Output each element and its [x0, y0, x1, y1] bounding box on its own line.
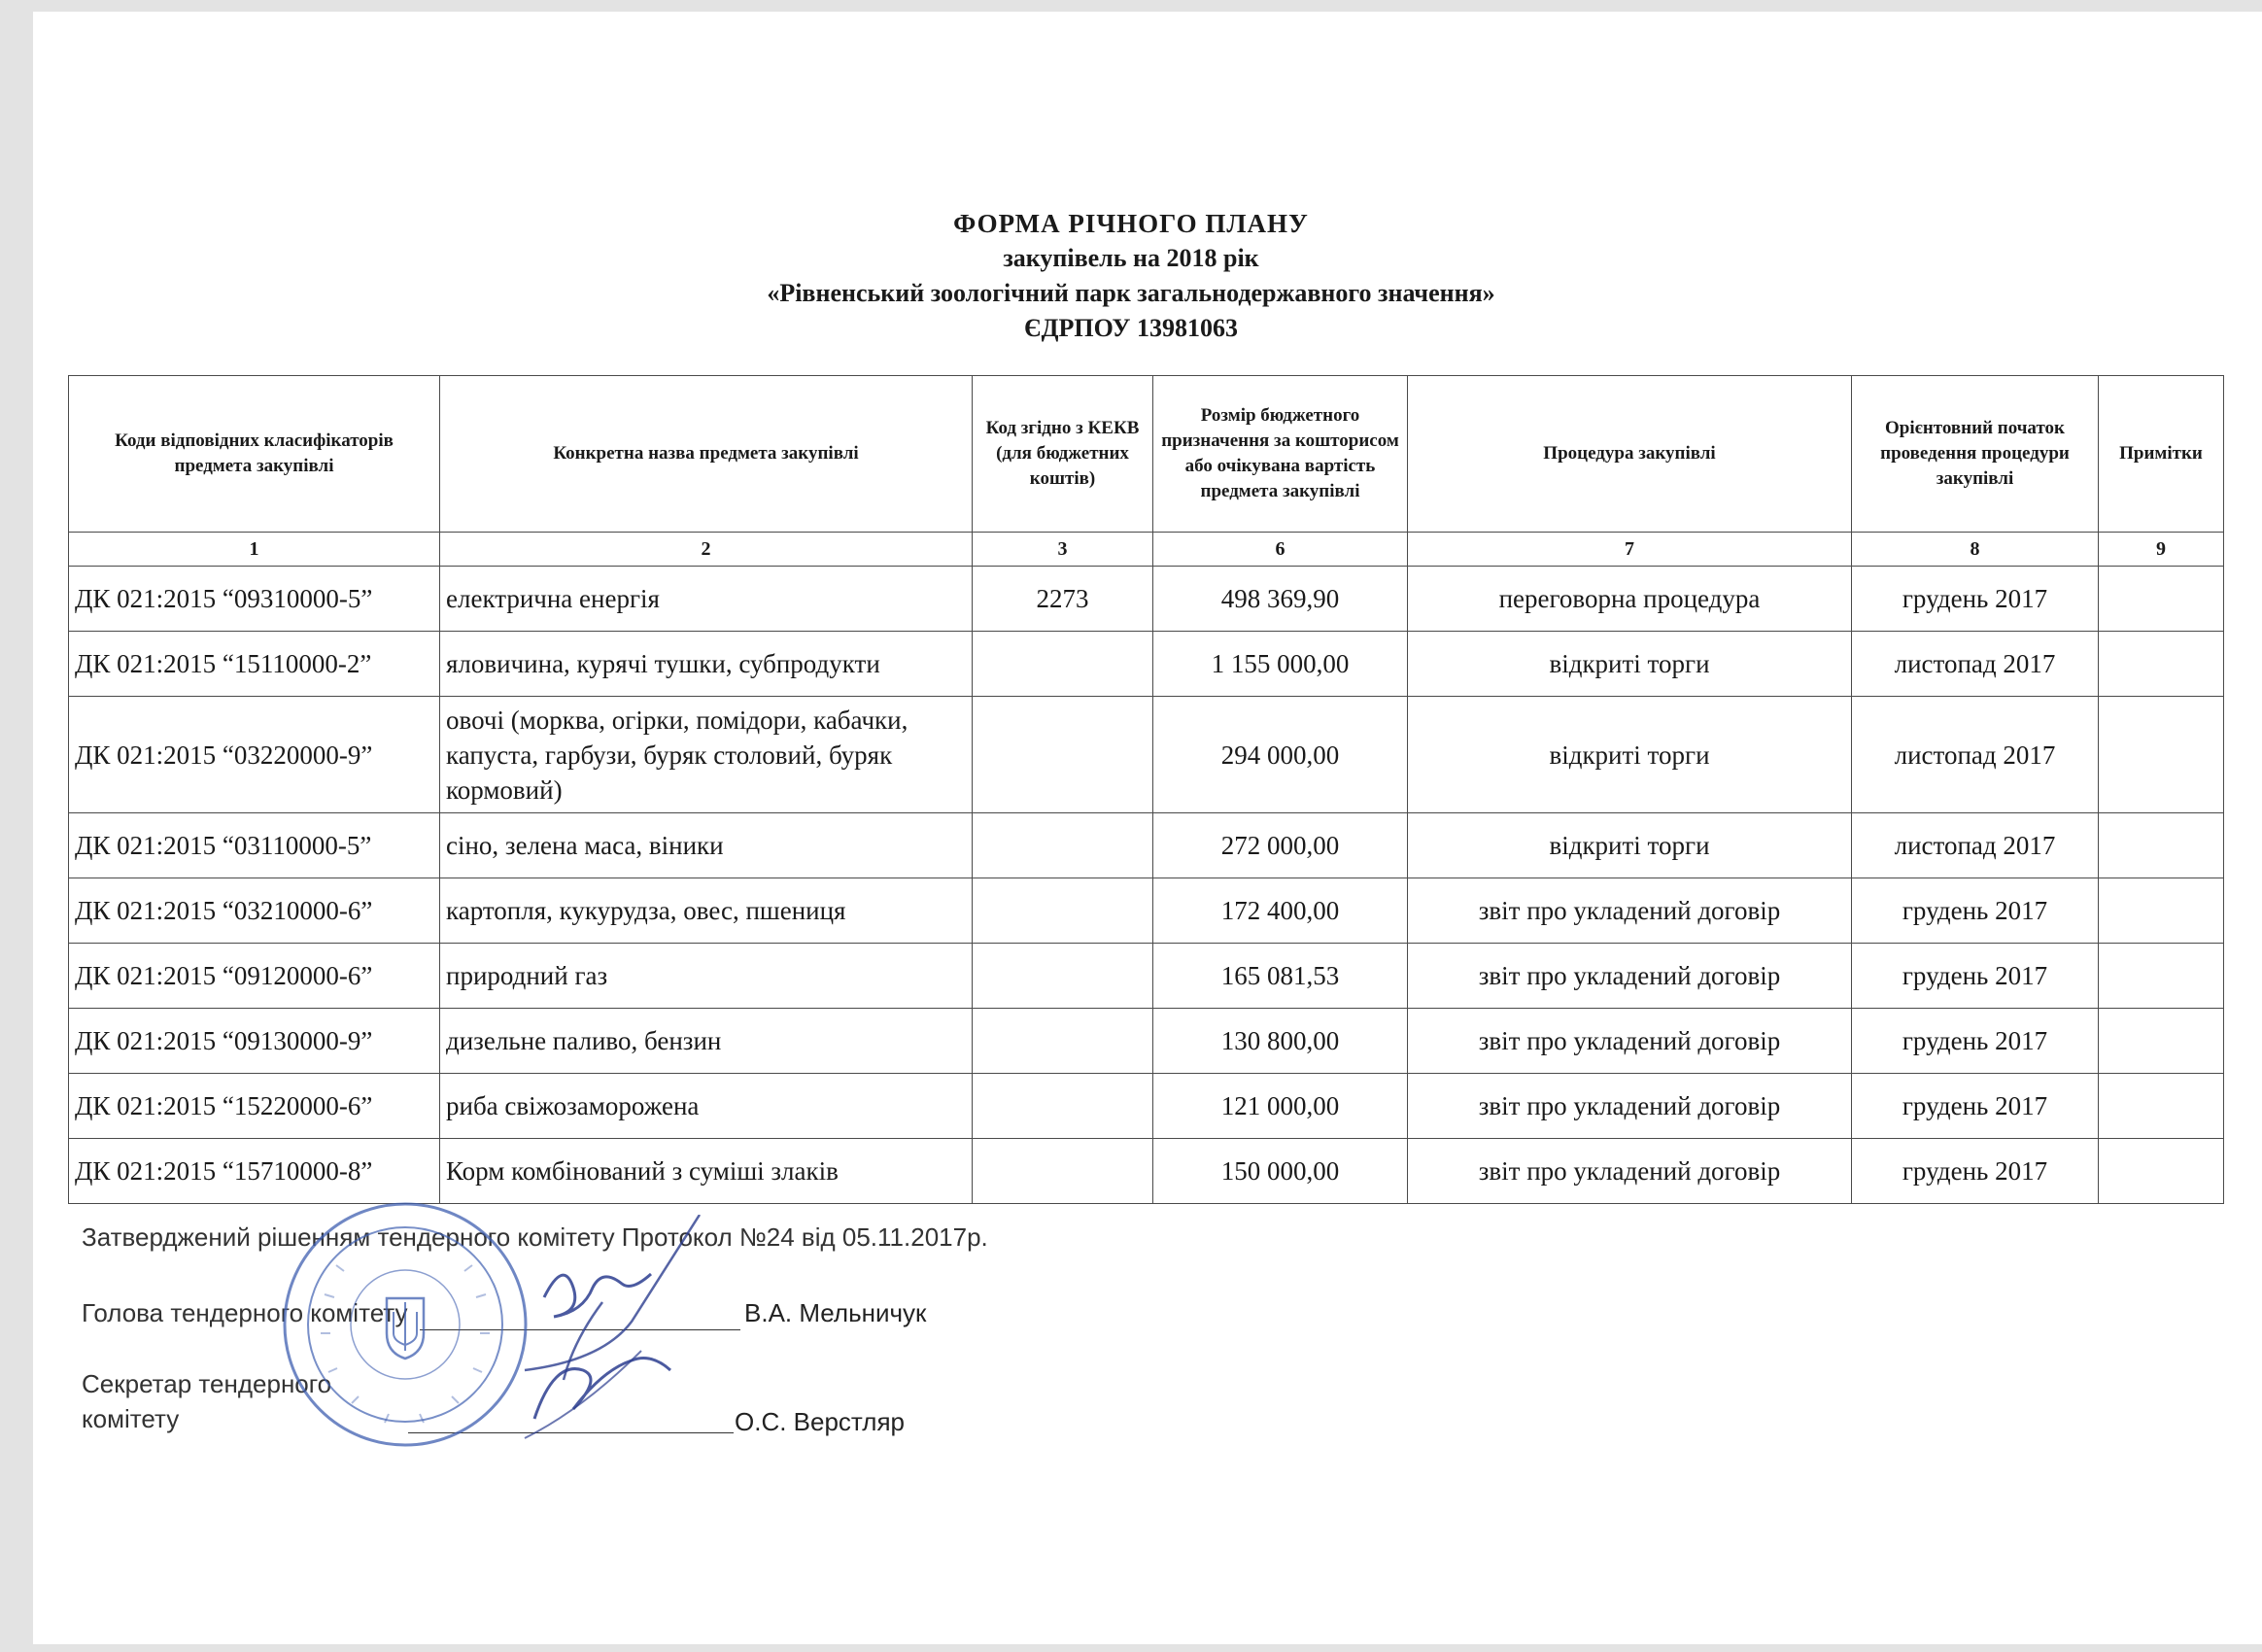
- item-name: дизельне паливо, бензин: [440, 1009, 973, 1074]
- document-title: ФОРМА РІЧНОГО ПЛАНУ: [953, 209, 1309, 238]
- item-name: Корм комбінований з суміші злаків: [440, 1139, 973, 1204]
- item-amount: 150 000,00: [1153, 1139, 1408, 1204]
- item-amount: 294 000,00: [1153, 697, 1408, 813]
- item-procedure: відкриті торги: [1408, 813, 1852, 878]
- column-header-name: Конкретна назва предмета закупівлі: [440, 376, 973, 533]
- item-kekv: [973, 1074, 1153, 1139]
- item-name: картопля, кукурудза, овес, пшениця: [440, 878, 973, 944]
- item-notes: [2099, 697, 2224, 813]
- item-start: грудень 2017: [1852, 1139, 2099, 1204]
- column-number: 3: [973, 533, 1153, 567]
- item-notes: [2099, 813, 2224, 878]
- column-number-row: [69, 533, 2224, 567]
- item-amount: 130 800,00: [1153, 1009, 1408, 1074]
- table-row: [69, 632, 2224, 697]
- item-name: електрична енергія: [440, 567, 973, 632]
- approval-note: Затверджений рішенням тендерного комітету Протокол №24 від 05.11.2017р.: [82, 1222, 988, 1252]
- item-name: яловичина, курячі тушки, субпродукти: [440, 632, 973, 697]
- head-label: Голова тендерного комітету: [82, 1298, 408, 1327]
- item-start: листопад 2017: [1852, 813, 2099, 878]
- table-header-row: [69, 376, 2224, 533]
- column-header-start: Орієнтовний початок проведення процедури закупівлі: [1852, 376, 2099, 533]
- column-header-procedure: Процедура закупівлі: [1408, 376, 1852, 533]
- item-procedure: переговорна процедура: [1408, 567, 1852, 632]
- item-kekv: [973, 1009, 1153, 1074]
- item-kekv: [973, 944, 1153, 1009]
- item-start: грудень 2017: [1852, 1074, 2099, 1139]
- secretary-label-line-2: комітету: [82, 1404, 180, 1433]
- item-procedure: звіт про укладений договір: [1408, 1139, 1852, 1204]
- item-amount: 498 369,90: [1153, 567, 1408, 632]
- item-kekv: [973, 632, 1153, 697]
- item-procedure: звіт про укладений договір: [1408, 944, 1852, 1009]
- item-name: природний газ: [440, 944, 973, 1009]
- item-start: грудень 2017: [1852, 1009, 2099, 1074]
- item-amount: 172 400,00: [1153, 878, 1408, 944]
- table-row: [69, 567, 2224, 632]
- item-kekv: [973, 878, 1153, 944]
- item-amount: 165 081,53: [1153, 944, 1408, 1009]
- column-header-kekv: Код згідно з КЕКВ (для бюджетних коштів): [973, 376, 1153, 533]
- item-kekv: [973, 697, 1153, 813]
- item-notes: [2099, 1074, 2224, 1139]
- item-code: ДК 021:2015 “09120000-6”: [69, 944, 440, 1009]
- item-start: грудень 2017: [1852, 944, 2099, 1009]
- item-name: сіно, зелена маса, віники: [440, 813, 973, 878]
- item-procedure: відкриті торги: [1408, 697, 1852, 813]
- item-name: риба свіжозаморожена: [440, 1074, 973, 1139]
- item-kekv: [973, 1139, 1153, 1204]
- edrpou-code: ЄДРПОУ 13981063: [1024, 314, 1238, 342]
- column-header-notes: Примітки: [2099, 376, 2224, 533]
- item-kekv: [973, 813, 1153, 878]
- column-number: 1: [69, 533, 440, 567]
- item-notes: [2099, 1139, 2224, 1204]
- item-code: ДК 021:2015 “15220000-6”: [69, 1074, 440, 1139]
- table-row: [69, 944, 2224, 1009]
- item-start: грудень 2017: [1852, 567, 2099, 632]
- column-header-codes: Коди відповідних класифікаторів предмета закупівлі: [69, 376, 440, 533]
- item-amount: 1 155 000,00: [1153, 632, 1408, 697]
- item-code: ДК 021:2015 “03110000-5”: [69, 813, 440, 878]
- table-row: [69, 878, 2224, 944]
- item-code: ДК 021:2015 “09130000-9”: [69, 1009, 440, 1074]
- secretary-label-line-1: Секретар тендерного: [82, 1369, 332, 1398]
- item-notes: [2099, 632, 2224, 697]
- secretary-name: О.С. Верстляр: [735, 1407, 905, 1436]
- organization-name: «Рівненський зоологічний парк загальнодержавного значення»: [767, 279, 1495, 307]
- item-notes: [2099, 567, 2224, 632]
- item-notes: [2099, 878, 2224, 944]
- item-procedure: відкриті торги: [1408, 632, 1852, 697]
- item-code: ДК 021:2015 “03210000-6”: [69, 878, 440, 944]
- column-number: 6: [1153, 533, 1408, 567]
- table-row: [69, 1009, 2224, 1074]
- table-row: [69, 813, 2224, 878]
- item-kekv: 2273: [973, 567, 1153, 632]
- column-number: 2: [440, 533, 973, 567]
- item-code: ДК 021:2015 “15110000-2”: [69, 632, 440, 697]
- table-row: [69, 1074, 2224, 1139]
- item-procedure: звіт про укладений договір: [1408, 1074, 1852, 1139]
- item-procedure: звіт про укладений договір: [1408, 878, 1852, 944]
- item-code: ДК 021:2015 “03220000-9”: [69, 697, 440, 813]
- procurement-plan-table: [68, 375, 2224, 1204]
- item-amount: 272 000,00: [1153, 813, 1408, 878]
- item-name: овочі (морква, огірки, помідори, кабачки, капуста, гарбузи, буряк столовий, буряк кормовий): [440, 697, 973, 813]
- item-code: ДК 021:2015 “09310000-5”: [69, 567, 440, 632]
- item-start: грудень 2017: [1852, 878, 2099, 944]
- signature-icon: [486, 1215, 758, 1448]
- item-notes: [2099, 1009, 2224, 1074]
- item-notes: [2099, 944, 2224, 1009]
- column-number: 8: [1852, 533, 2099, 567]
- item-start: листопад 2017: [1852, 632, 2099, 697]
- column-number: 7: [1408, 533, 1852, 567]
- item-start: листопад 2017: [1852, 697, 2099, 813]
- document-subtitle: закупівель на 2018 рік: [1003, 244, 1259, 272]
- column-number: 9: [2099, 533, 2224, 567]
- table-row: [69, 1139, 2224, 1204]
- column-header-amount: Розмір бюджетного призначення за кошторисом або очікувана вартість предмета закупівлі: [1153, 376, 1408, 533]
- document-header: [0, 206, 2262, 346]
- head-name: В.А. Мельничук: [744, 1298, 927, 1327]
- item-code: ДК 021:2015 “15710000-8”: [69, 1139, 440, 1204]
- item-amount: 121 000,00: [1153, 1074, 1408, 1139]
- table-row: [69, 697, 2224, 813]
- item-procedure: звіт про укладений договір: [1408, 1009, 1852, 1074]
